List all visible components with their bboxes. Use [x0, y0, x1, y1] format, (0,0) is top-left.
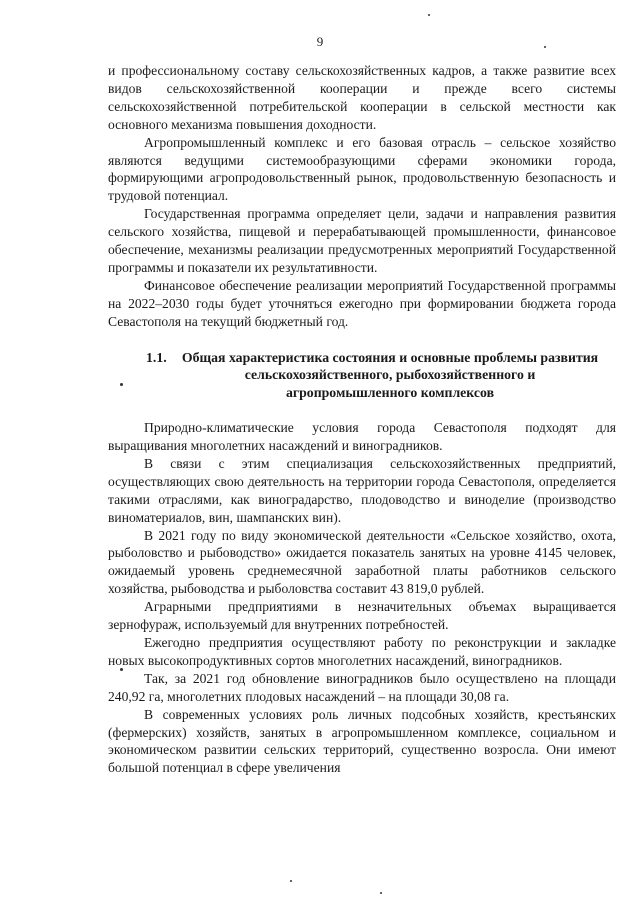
paragraph: В 2021 году по виду экономической деятельности «Сельское хозяйство, охота, рыболовство и рыбоводство» ожидается показатель занятых на уровне 4145 человек, ожидаемый уровень среднемесячной заработной платы работников сельского хозяйства, рыбоводства и рыболовства составит 43 819,0 рублей. [108, 527, 616, 597]
paragraph: Государственная программа определяет цели, задачи и направления развития сельского хозяйства, пищевой и перерабатывающей промышленности, финансовое обеспечение, механизмы реализации предусмотренных мероприятий Государственной программы и показатели их результативности. [108, 206, 616, 275]
paragraph: Так, за 2021 год обновление виноградников было осуществлено на площади 240,92 га, многолетних плодовых насаждений – на площади 30,08 га. [108, 670, 616, 704]
section-heading [108, 349, 616, 402]
section-title: Общая характеристика состояния и основные проблемы развития сельскохозяйственного, рыбохозяйственного и агропромышленного комплексов [181, 349, 599, 400]
paragraph: и профессиональному составу сельскохозяйственных кадров, а также развитие всех видов сельскохозяйственной кооперации и прежде всего системы сельскохозяйственной потребительской кооперации в сельской местности как основного механизма повышения доходности. [108, 63, 616, 132]
paragraph: Ежегодно предприятия осуществляют работу по реконструкции и закладке новых высокопродуктивных сортов многолетних насаждений, виноградников. [108, 634, 616, 668]
scan-speck [120, 383, 123, 386]
paragraph: Природно-климатические условия города Севастополя подходят для выращивания многолетних насаждений и виноградников. [108, 420, 616, 453]
document-body [108, 62, 616, 777]
scan-speck [290, 880, 292, 882]
paragraph: В современных условиях роль личных подсобных хозяйств, крестьянских (фермерских) хозяйств, занятых в агропромышленном комплексе, социальном и экономическом развитии сельских территорий, существенно возросла. Они имеют большой потенциал в сфере увеличения [108, 706, 616, 776]
paragraph: В связи с этим специализация сельскохозяйственных предприятий, осуществляющих свою деятельность на территории города Севастополя, определяется такими отраслями, как виноградарство, плодоводство и виноделие (производство виноматериалов, вин, шампанских вин). [108, 455, 616, 525]
scan-speck [380, 892, 382, 894]
page-number: 9 [316, 34, 324, 49]
scan-speck [428, 14, 430, 16]
scan-speck [120, 668, 123, 671]
section-number: 1.1. [146, 349, 167, 365]
paragraph: Агропромышленный комплекс и его базовая отрасль – сельское хозяйство являются ведущими системообразующими сферами экономики города, формирующими агропродовольственный рынок, продовольственную безопасность и трудовой потенциал. [108, 134, 616, 204]
scan-speck [544, 46, 546, 48]
paragraph: Финансовое обеспечение реализации мероприятий Государственной программы на 2022–2030 годы будет уточняться ежегодно при формировании бюджета города Севастополя на текущий бюджетный год. [108, 277, 616, 329]
paragraph: Аграрными предприятиями в незначительных объемах выращивается зернофураж, используемый для внутренних потребностей. [108, 599, 616, 633]
